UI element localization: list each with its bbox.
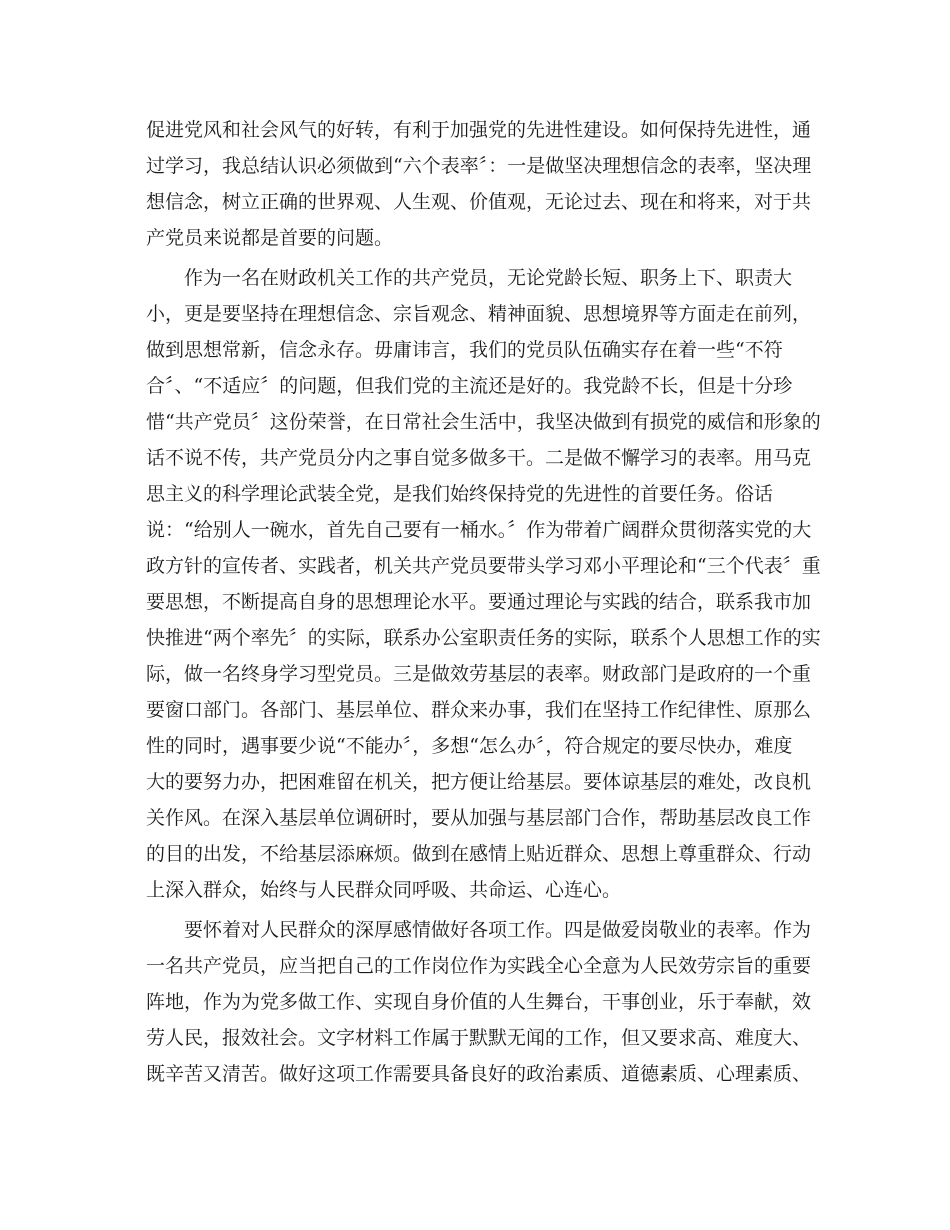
text-line: 要窗口部门。各部门、基层单位、群众来办事，我们在坚持工作纪律性、原那么 [146, 699, 812, 721]
text-line: 既辛苦又清苦。做好这项工作需要具备良好的政治素质、道德素质、心理素质、 [146, 1063, 812, 1085]
text-line: 惜“共产党员〞这份荣誉，在日常社会生活中，我坚决做到有损党的威信和形象的 [146, 411, 821, 433]
text-line: 劳人民，报效社会。文字材料工作属于默默无闻的工作，但又要求高、难度大、 [146, 1027, 812, 1049]
text-line: 作为一名在财政机关工作的共产党员，无论党龄长短、职务上下、职责大 [184, 267, 793, 289]
text-line: 的目的出发，不给基层添麻烦。做到在感情上贴近群众、思想上尊重群众、行动 [146, 843, 812, 865]
text-line: 说：“给别人一碗水，首先自己要有一桶水。〞作为带着广阔群众贯彻落实党的大 [146, 519, 812, 541]
text-line: 合〞、“不适应〞的问题，但我们党的主流还是好的。我党龄不长，但是十分珍 [146, 375, 793, 397]
text-line: 思主义的科学理论武装全党，是我们始终保持党的先进性的首要任务。俗话 [146, 483, 774, 505]
text-line: 话不说不传，共产党员分内之事自觉多做多干。二是做不懈学习的表率。用马克 [146, 447, 812, 469]
text-line: 政方针的宣传者、实践者，机关共产党员要带头学习邓小平理论和“三个代表〞重 [146, 555, 821, 577]
text-line: 际，做一名终身学习型党员。三是做效劳基层的表率。财政部门是政府的一个重 [146, 663, 812, 685]
text-line: 做到思想常新，信念永存。毋庸讳言，我们的党员队伍确实存在着一些“不符 [146, 339, 783, 361]
text-line: 促进党风和社会风气的好转，有利于加强党的先进性建设。如何保持先进性，通 [146, 119, 812, 141]
text-line: 关作风。在深入基层单位调研时，要从加强与基层部门合作，帮助基层改良工作 [146, 807, 812, 829]
text-line: 小，更是要坚持在理想信念、宗旨观念、精神面貌、思想境界等方面走在前列， [146, 303, 812, 325]
text-line: 过学习，我总结认识必须做到“六个表率〞：一是做坚决理想信念的表率，坚决理 [146, 155, 812, 177]
text-line: 快推进“两个率先〞的实际，联系办公室职责任务的实际，联系个人思想工作的实 [146, 627, 821, 649]
text-line: 大的要努力办，把困难留在机关，把方便让给基层。要体谅基层的难处，改良机 [146, 771, 812, 793]
text-line: 想信念，树立正确的世界观、人生观、价值观，无论过去、现在和将来，对于共 [146, 191, 812, 213]
text-line: 产党员来说都是首要的问题。 [146, 227, 394, 249]
text-line: 要思想，不断提高自身的思想理论水平。要通过理论与实践的结合，联系我市加 [146, 591, 812, 613]
text-line: 要怀着对人民群众的深厚感情做好各项工作。四是做爱岗敬业的表率。作为 [184, 919, 812, 941]
text-line: 性的同时，遇事要少说“不能办〞，多想“怎么办〞，符合规定的要尽快办，难度 [146, 735, 793, 757]
text-line: 一名共产党员，应当把自己的工作岗位作为实践全心全意为人民效劳宗旨的重要 [146, 955, 812, 977]
text-line: 阵地，作为为党多做工作、实现自身价值的人生舞台，干事创业，乐于奉献，效 [146, 991, 812, 1013]
text-line: 上深入群众，始终与人民群众同呼吸、共命运、心连心。 [146, 879, 622, 901]
